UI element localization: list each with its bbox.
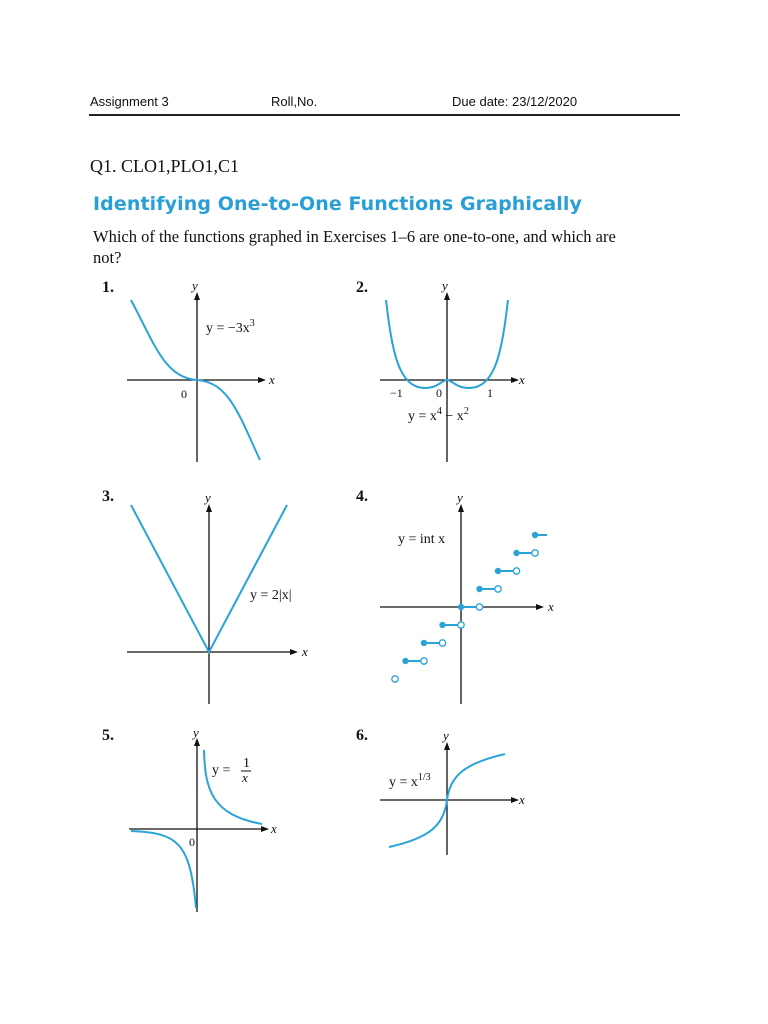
exercise-3-number: 3. [102,488,114,505]
exercise-1-number: 1. [102,279,114,296]
graph-1-y-label: y [192,278,198,293]
graph-2-eq-exp4: 4 [436,406,442,417]
graph-2-tick-1: 1 [487,386,493,400]
graph-2-eq-minus: − x [441,409,464,424]
exercise-2-number: 2. [356,279,368,296]
graph-2-y-label: y [442,278,448,293]
section-heading: Identifying One-to-One Functions Graphically [93,193,583,215]
graph-3-equation: y = 2|x| [250,588,292,603]
graph-4-y-label: y [457,490,463,505]
graph-1-origin-label: 0 [181,387,187,401]
exercise-6-number: 6. [356,727,368,744]
graph-6-eq-exp: 1/3 [417,772,431,783]
graph-5-eq-lhs: y = [212,763,231,778]
graph-1-x-label: x [269,372,275,387]
graph-6-y-label: y [443,728,449,743]
assignment-label: Assignment 3 [90,94,169,109]
graph-6-eq-base: y = x [389,775,418,790]
exercise-4-number: 4. [356,488,368,505]
graph-6-y-arrow [444,742,450,750]
graph-2-tick-0: 0 [436,386,442,400]
graph-4-x-label: x [548,599,554,614]
graph-6-equation [389,772,431,790]
graph-2-eq-base: y = x [408,409,437,424]
graph-5-y-label: y [193,725,199,740]
instructions: Which of the functions graphed in Exercises 1–6 are one-to-one, and which are not? [93,227,616,267]
graph-3-y-label: y [205,490,211,505]
graph-5-origin-label: 0 [189,835,195,849]
graph-5-eq-denominator: x [242,770,248,785]
question-label: Q1. CLO1,PLO1,C1 [90,156,240,176]
graph-2-eq-exp2: 2 [463,406,469,417]
graph-1-eq-exp: 3 [249,318,255,329]
graph-5-x-label: x [271,821,277,836]
due-date-label: Due date: 23/12/2020 [452,94,578,109]
graph-1-eq-base: y = −3x [206,321,250,336]
graph-4-equation: y = int x [398,532,446,547]
graph-6-x-label: x [519,792,525,807]
graph-2-tick-neg1: −1 [390,386,403,400]
exercise-5-number: 5. [102,727,114,744]
roll-number-label: Roll,No. [271,94,318,109]
graph-5-eq-numerator: 1 [243,756,250,771]
graph-3-x-label: x [302,644,308,659]
graph-6-x-arrow [511,797,519,803]
graph-2-x-label: x [519,372,525,387]
